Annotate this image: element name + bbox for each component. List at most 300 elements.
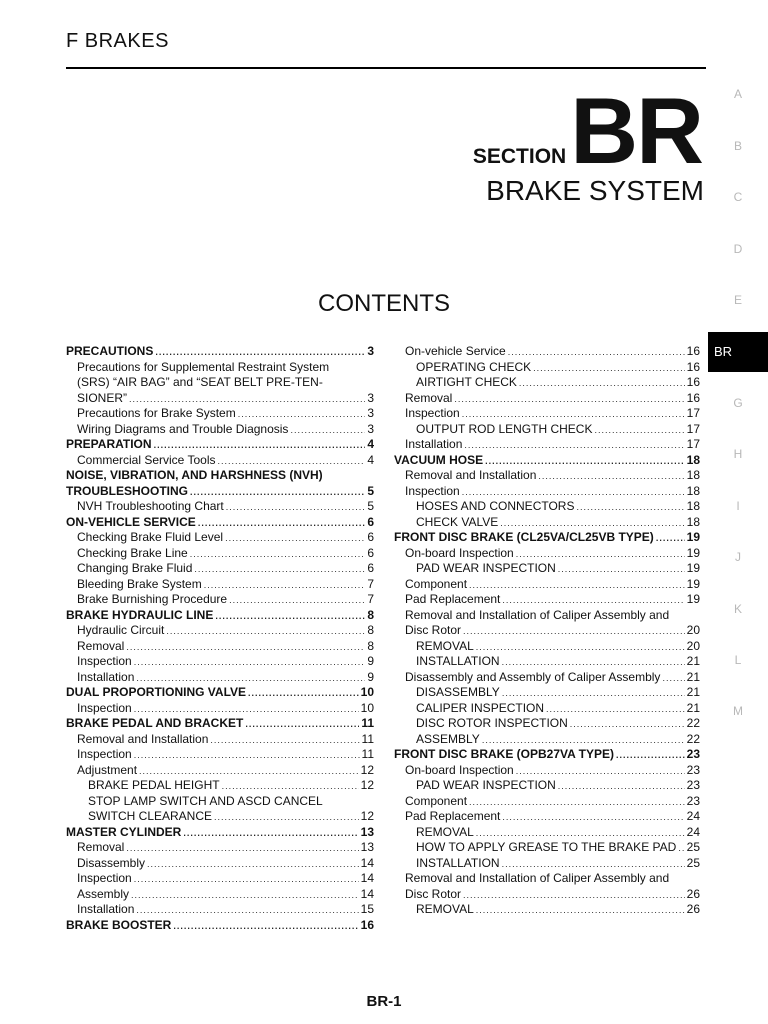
chapter-title: F BRAKES <box>66 30 169 52</box>
toc-entry[interactable] <box>66 639 374 655</box>
side-tab-a[interactable]: A <box>733 87 742 101</box>
toc-entry-page: 16 <box>686 344 700 358</box>
toc-entry-page: 20 <box>686 623 700 637</box>
toc-entry[interactable] <box>394 747 700 763</box>
toc-entry[interactable] <box>394 654 700 670</box>
toc-entry-title: Installation <box>77 669 135 684</box>
toc-entry[interactable] <box>66 561 374 577</box>
toc-entry-page: 16 <box>686 375 700 389</box>
toc-entry-title: Removal and Installation of Caliper Assembly and <box>405 607 670 622</box>
dot-leader <box>463 888 685 903</box>
dot-leader <box>502 857 685 872</box>
toc-entry-page: 22 <box>686 716 700 730</box>
toc-entry[interactable] <box>66 701 374 717</box>
dot-leader <box>576 500 684 515</box>
toc-entry-page: 24 <box>686 809 700 823</box>
side-tab-e[interactable]: E <box>733 293 742 307</box>
toc-entry-title: FRONT DISC BRAKE (CL25VA/CL25VB TYPE) <box>394 530 654 544</box>
toc-entry-title: Commercial Service Tools <box>77 452 216 467</box>
section-title: BRAKE SYSTEM <box>486 175 704 206</box>
toc-entry[interactable] <box>394 623 700 639</box>
toc-entry[interactable] <box>394 577 700 593</box>
dot-leader <box>183 826 358 841</box>
dot-leader <box>229 593 365 608</box>
toc-entry-page: 6 <box>367 545 374 560</box>
toc-entry-title: VACUUM HOSE <box>394 452 484 467</box>
toc-entry-title: MASTER CYLINDER <box>66 824 182 839</box>
dot-leader <box>131 888 359 903</box>
dot-leader <box>533 361 685 376</box>
toc-entry-page: 26 <box>686 902 700 916</box>
toc-entry-title: PRECAUTIONS <box>66 344 154 358</box>
dot-leader <box>222 779 359 794</box>
toc-entry-page: 21 <box>686 700 700 715</box>
toc-entry[interactable] <box>66 453 374 469</box>
toc-entry-title: On-board Inspection <box>405 545 514 560</box>
toc-entry-title: Installation <box>77 902 135 916</box>
toc-entry[interactable] <box>66 623 374 639</box>
toc-entry-title: Pad Replacement <box>405 592 501 606</box>
dot-leader <box>485 454 685 469</box>
dot-leader <box>198 516 366 531</box>
toc-entry-title: Inspection <box>77 871 132 885</box>
toc-entry-title: CHECK VALVE <box>416 514 499 529</box>
dot-leader <box>616 748 685 763</box>
dot-leader <box>558 779 685 794</box>
dot-leader <box>134 872 359 887</box>
dot-leader <box>502 686 685 701</box>
toc-entry-title: (SRS) “AIR BAG” and “SEAT BELT PRE-TEN- <box>77 375 323 389</box>
page-number: BR-1 <box>366 993 402 1010</box>
dot-leader <box>218 454 366 469</box>
toc-entry[interactable] <box>66 840 374 856</box>
toc-entry-title: TROUBLESHOOTING <box>66 483 188 498</box>
toc-entry[interactable] <box>66 499 374 515</box>
toc-entry-title: Adjustment <box>77 762 138 777</box>
toc-entry-title: Disc Rotor <box>405 886 462 901</box>
toc-entry-page: 17 <box>686 406 700 420</box>
dot-leader <box>210 733 359 748</box>
toc-entry-page: 4 <box>367 452 374 467</box>
dot-leader <box>558 562 685 577</box>
toc-entry-page: 3 <box>367 344 374 358</box>
toc-entry[interactable] <box>66 871 374 887</box>
toc-entry[interactable] <box>394 437 700 453</box>
toc-entry-page: 14 <box>360 871 374 885</box>
side-tab-l[interactable]: L <box>734 653 742 667</box>
dot-leader <box>136 671 365 686</box>
dot-leader <box>147 857 359 872</box>
toc-entry-page: 12 <box>360 809 374 823</box>
toc-entry-title: Assembly <box>77 886 130 901</box>
toc-entry-page: 21 <box>686 654 700 668</box>
toc-entry-page: 15 <box>360 902 374 916</box>
toc-entry-title: NOISE, VIBRATION, AND HARSHNESS (NVH) <box>66 468 323 482</box>
toc-entry-page: 25 <box>686 855 700 870</box>
toc-entry-title: Brake Burnishing Procedure <box>77 592 228 606</box>
toc-entry-page: 22 <box>686 731 700 746</box>
toc-entry-page: 21 <box>686 685 700 699</box>
toc-entry-page: 9 <box>367 669 374 684</box>
toc-entry[interactable] <box>394 344 700 360</box>
dot-leader <box>139 764 359 779</box>
toc-entry-page: 18 <box>686 499 700 513</box>
toc-entry-page: 4 <box>367 437 374 451</box>
toc-entry-page: 23 <box>686 793 700 808</box>
toc-entry-page: 24 <box>686 824 700 839</box>
toc-entry[interactable] <box>66 685 374 701</box>
toc-entry-title: REMOVAL <box>416 902 474 916</box>
side-tab-h[interactable]: H <box>733 447 743 461</box>
toc-entry-page: 11 <box>361 731 374 746</box>
toc-entry[interactable] <box>66 809 374 825</box>
dot-leader <box>194 562 365 577</box>
dot-leader <box>662 671 684 686</box>
dot-leader <box>173 919 358 934</box>
dot-leader <box>538 469 684 484</box>
toc-entry[interactable] <box>394 809 700 825</box>
toc-entry-page: 23 <box>686 778 700 792</box>
toc-entry[interactable] <box>66 360 374 376</box>
toc-entry-page: 14 <box>360 855 374 870</box>
toc-entry[interactable] <box>394 546 700 562</box>
toc-entry-title: DUAL PROPORTIONING VALVE <box>66 685 247 699</box>
toc-entry[interactable] <box>66 468 374 484</box>
toc-entry[interactable] <box>394 608 700 624</box>
toc-entry[interactable] <box>394 468 700 484</box>
toc-entry-page: 10 <box>360 685 374 699</box>
dot-leader <box>500 516 684 531</box>
toc-entry[interactable] <box>66 654 374 670</box>
dot-leader <box>476 826 685 841</box>
toc-entry-page: 23 <box>686 747 700 761</box>
toc-entry[interactable] <box>394 391 700 407</box>
toc-entry[interactable] <box>394 732 700 748</box>
toc-entry-title: Inspection <box>405 406 460 420</box>
side-tab-g[interactable]: G <box>733 396 743 410</box>
toc-entry[interactable] <box>66 747 374 763</box>
dot-leader <box>502 810 684 825</box>
dot-leader <box>225 531 365 546</box>
toc-entry-title: NVH Troubleshooting Chart <box>77 499 224 513</box>
toc-entry-title: Wiring Diagrams and Trouble Diagnosis <box>77 421 289 436</box>
toc-entry[interactable] <box>394 794 700 810</box>
dot-leader <box>594 423 684 438</box>
toc-entry[interactable] <box>66 608 374 624</box>
toc-entry-page: 19 <box>686 592 700 606</box>
dot-leader <box>248 686 359 701</box>
toc-entry-title: BRAKE BOOSTER <box>66 917 172 932</box>
dot-leader <box>214 810 359 825</box>
toc-entry-page: 8 <box>367 638 374 653</box>
toc-entry-title: Hydraulic Circuit <box>77 623 165 637</box>
dot-leader <box>134 702 359 717</box>
toc-entry-title: On-vehicle Service <box>405 344 506 358</box>
toc-entry-page: 18 <box>686 483 700 498</box>
dot-leader <box>238 407 366 422</box>
toc-entry[interactable] <box>394 422 700 438</box>
dot-leader <box>134 748 360 763</box>
toc-entry-page: 26 <box>686 886 700 901</box>
side-tab-j[interactable]: J <box>735 550 741 564</box>
toc-entry-title: Bleeding Brake System <box>77 576 202 591</box>
toc-entry[interactable] <box>66 732 374 748</box>
toc-entry-title: Inspection <box>405 483 460 498</box>
toc-entry[interactable] <box>66 391 374 407</box>
toc-entry-title: Component <box>405 793 468 808</box>
toc-entry-page: 13 <box>360 840 374 854</box>
toc-entry[interactable] <box>394 701 700 717</box>
dot-leader <box>134 655 366 670</box>
dot-leader <box>508 345 685 360</box>
dot-leader <box>136 903 358 918</box>
header-divider <box>66 67 706 69</box>
toc-entry-title: INSTALLATION <box>416 855 500 870</box>
side-tab-c[interactable]: C <box>733 190 743 204</box>
side-tab-d[interactable]: D <box>733 242 743 256</box>
toc-entry-title: AIRTIGHT CHECK <box>416 375 517 389</box>
dot-leader <box>245 717 359 732</box>
toc-entry-page: 10 <box>360 700 374 715</box>
toc-entry-page: 21 <box>686 669 700 684</box>
toc-entry[interactable] <box>394 871 700 887</box>
toc-entry-title: Component <box>405 576 468 591</box>
toc-entry[interactable] <box>394 499 700 515</box>
toc-entry-page: 19 <box>686 561 700 575</box>
toc-entry-title: Disassembly and Assembly of Caliper Assembly <box>405 669 661 684</box>
toc-entry-page: 19 <box>686 530 700 544</box>
toc-entry-title: Removal and Installation of Caliper Assembly and <box>405 871 670 885</box>
toc-entry-page: 12 <box>360 778 374 792</box>
toc-entry-title: ASSEMBLY <box>416 731 480 746</box>
toc-entry-page: 18 <box>686 468 700 482</box>
toc-entry-title: Inspection <box>77 700 132 715</box>
toc-entry[interactable] <box>66 856 374 872</box>
toc-entry-page: 7 <box>367 592 374 606</box>
toc-entry-page: 16 <box>686 359 700 374</box>
toc-entry[interactable] <box>66 422 374 438</box>
dot-leader <box>126 841 358 856</box>
toc-entry-title: HOW TO APPLY GREASE TO THE BRAKE PAD <box>416 840 677 854</box>
toc-entry[interactable] <box>394 856 700 872</box>
toc-entry-title: Removal <box>405 390 453 405</box>
toc-entry-title: Disc Rotor <box>405 623 462 637</box>
toc-entry-title: Removal <box>77 638 125 653</box>
toc-entry[interactable] <box>66 375 374 391</box>
dot-leader <box>155 345 365 360</box>
toc-entry-title: PAD WEAR INSPECTION <box>416 561 556 575</box>
toc-entry-page: 14 <box>360 886 374 901</box>
toc-entry[interactable] <box>394 778 700 794</box>
toc-entry-page: 17 <box>686 437 700 451</box>
toc-entry-title: BRAKE PEDAL HEIGHT <box>88 778 220 792</box>
toc-entry-title: Removal and Installation <box>405 468 537 482</box>
toc-entry-title: OUTPUT ROD LENGTH CHECK <box>416 421 593 436</box>
dot-leader <box>469 795 685 810</box>
dot-leader <box>519 376 685 391</box>
toc-entry[interactable] <box>66 763 374 779</box>
toc-entry-page: 13 <box>360 824 374 839</box>
toc-entry-page: 18 <box>686 514 700 529</box>
toc-entry-title: Precautions for Brake System <box>77 406 236 420</box>
dot-leader <box>462 485 685 500</box>
toc-entry[interactable] <box>66 887 374 903</box>
dot-leader <box>482 733 685 748</box>
dot-leader <box>570 717 685 732</box>
toc-entry-title: ON-VEHICLE SERVICE <box>66 514 196 529</box>
dot-leader <box>166 624 365 639</box>
toc-entry[interactable] <box>394 561 700 577</box>
toc-entry[interactable] <box>394 592 700 608</box>
dot-leader <box>215 609 365 624</box>
toc-entry-title: Inspection <box>77 747 132 761</box>
toc-entry-page: 6 <box>367 561 374 575</box>
dot-leader <box>226 500 366 515</box>
dot-leader <box>516 764 685 779</box>
toc-entry-title: Pad Replacement <box>405 809 501 823</box>
toc-entry-page: 6 <box>367 514 374 529</box>
dot-leader <box>126 640 365 655</box>
section-code: BR <box>570 78 702 183</box>
toc-entry[interactable] <box>394 670 700 686</box>
toc-entry-page: 5 <box>367 483 374 498</box>
side-tab-br[interactable]: BR <box>708 332 768 372</box>
toc-entry-title: BRAKE HYDRAULIC LINE <box>66 607 214 622</box>
toc-entry[interactable] <box>394 484 700 500</box>
toc-entry[interactable] <box>66 406 374 422</box>
toc-entry-page: 8 <box>367 623 374 637</box>
toc-entry-title: OPERATING CHECK <box>416 359 532 374</box>
toc-entry-title: Precautions for Supplemental Restraint System <box>77 359 330 374</box>
toc-entry-page: 23 <box>686 762 700 777</box>
toc-entry-title: BRAKE PEDAL AND BRACKET <box>66 716 244 730</box>
toc-entry-page: 5 <box>367 499 374 513</box>
dot-leader <box>454 392 684 407</box>
toc-entry[interactable] <box>66 484 374 500</box>
toc-entry[interactable] <box>66 794 374 810</box>
toc-entry[interactable] <box>66 577 374 593</box>
toc-entry-title: FRONT DISC BRAKE (OPB27VA TYPE) <box>394 747 615 761</box>
toc-entry-page: 17 <box>686 421 700 436</box>
dot-leader <box>190 547 366 562</box>
toc-entry-page: 3 <box>367 406 374 420</box>
toc-entry-title: STOP LAMP SWITCH AND ASCD CANCEL <box>88 793 323 808</box>
dot-leader <box>464 438 684 453</box>
toc-entry[interactable] <box>66 918 374 934</box>
toc-entry-title: DISC ROTOR INSPECTION <box>416 716 568 730</box>
toc-entry-title: INSTALLATION <box>416 654 500 668</box>
dot-leader <box>154 438 366 453</box>
toc-entry-page: 8 <box>367 607 374 622</box>
toc-entry-page: 16 <box>686 390 700 405</box>
toc-entry[interactable] <box>66 530 374 546</box>
toc-entry-title: DISASSEMBLY <box>416 685 500 699</box>
toc-entry[interactable] <box>66 515 374 531</box>
toc-entry[interactable] <box>394 840 700 856</box>
dot-leader <box>546 702 685 717</box>
toc-entry[interactable] <box>394 902 700 918</box>
toc-entry-title: PREPARATION <box>66 437 152 451</box>
toc-entry-title: SIONER” <box>77 390 128 405</box>
dot-leader <box>129 392 365 407</box>
toc-entry-page: 20 <box>686 638 700 653</box>
section-label: SECTION <box>472 145 567 168</box>
toc-entry-title: Installation <box>405 437 463 451</box>
toc-entry-page: 7 <box>367 576 374 591</box>
toc-entry-title: CALIPER INSPECTION <box>416 700 545 715</box>
toc-entry-title: Checking Brake Fluid Level <box>77 530 224 544</box>
toc-entry[interactable] <box>66 825 374 841</box>
toc-entry[interactable] <box>66 778 374 794</box>
toc-entry-page: 3 <box>367 390 374 405</box>
dot-leader <box>678 841 684 856</box>
toc-right-column <box>394 344 700 918</box>
toc-entry-page: 11 <box>361 716 374 730</box>
toc-entry[interactable] <box>66 592 374 608</box>
dot-leader <box>290 423 365 438</box>
toc-entry-title: REMOVAL <box>416 638 474 653</box>
toc-entry-title: On-board Inspection <box>405 762 514 777</box>
dot-leader <box>502 655 685 670</box>
toc-entry[interactable] <box>66 437 374 453</box>
toc-entry[interactable] <box>394 639 700 655</box>
toc-entry[interactable] <box>394 453 700 469</box>
dot-leader <box>476 640 685 655</box>
toc-entry[interactable] <box>394 825 700 841</box>
toc-entry-page: 12 <box>360 762 374 777</box>
toc-entry[interactable] <box>66 902 374 918</box>
toc-entry[interactable] <box>66 670 374 686</box>
toc-entry-title: PAD WEAR INSPECTION <box>416 778 556 792</box>
toc-entry-title: HOSES AND CONNECTORS <box>416 499 575 513</box>
toc-entry-page: 3 <box>367 421 374 436</box>
toc-entry[interactable] <box>66 716 374 732</box>
toc-entry-title: Removal <box>77 840 125 854</box>
dot-leader <box>204 578 366 593</box>
toc-entry[interactable] <box>394 375 700 391</box>
toc-entry[interactable] <box>394 685 700 701</box>
toc-entry[interactable] <box>394 716 700 732</box>
toc-entry-page: 18 <box>686 452 700 467</box>
dot-leader <box>502 593 684 608</box>
side-tab-m[interactable]: M <box>733 704 743 718</box>
dot-leader <box>656 531 685 546</box>
toc-entry-page: 19 <box>686 576 700 591</box>
side-tab-i[interactable]: I <box>736 499 740 513</box>
toc-entry-title: Changing Brake Fluid <box>77 561 193 575</box>
toc-entry[interactable] <box>394 530 700 546</box>
toc-entry[interactable] <box>66 344 374 360</box>
dot-leader <box>190 485 365 500</box>
toc-entry[interactable] <box>394 887 700 903</box>
toc-entry-page: 19 <box>686 545 700 560</box>
toc-entry-page: 16 <box>360 917 374 932</box>
toc-entry[interactable] <box>394 360 700 376</box>
toc-entry[interactable] <box>394 763 700 779</box>
toc-entry-page: 6 <box>367 530 374 544</box>
toc-entry-page: 25 <box>686 840 700 854</box>
section-heading <box>472 78 702 183</box>
contents-heading: CONTENTS <box>318 290 450 317</box>
toc-entry-title: Checking Brake Line <box>77 545 188 560</box>
dot-leader <box>476 903 685 918</box>
toc-entry[interactable] <box>394 515 700 531</box>
dot-leader <box>462 407 685 422</box>
toc-entry[interactable] <box>66 546 374 562</box>
side-tab-b[interactable]: B <box>733 139 742 153</box>
toc-entry[interactable] <box>394 406 700 422</box>
side-tab-k[interactable]: K <box>733 602 742 616</box>
